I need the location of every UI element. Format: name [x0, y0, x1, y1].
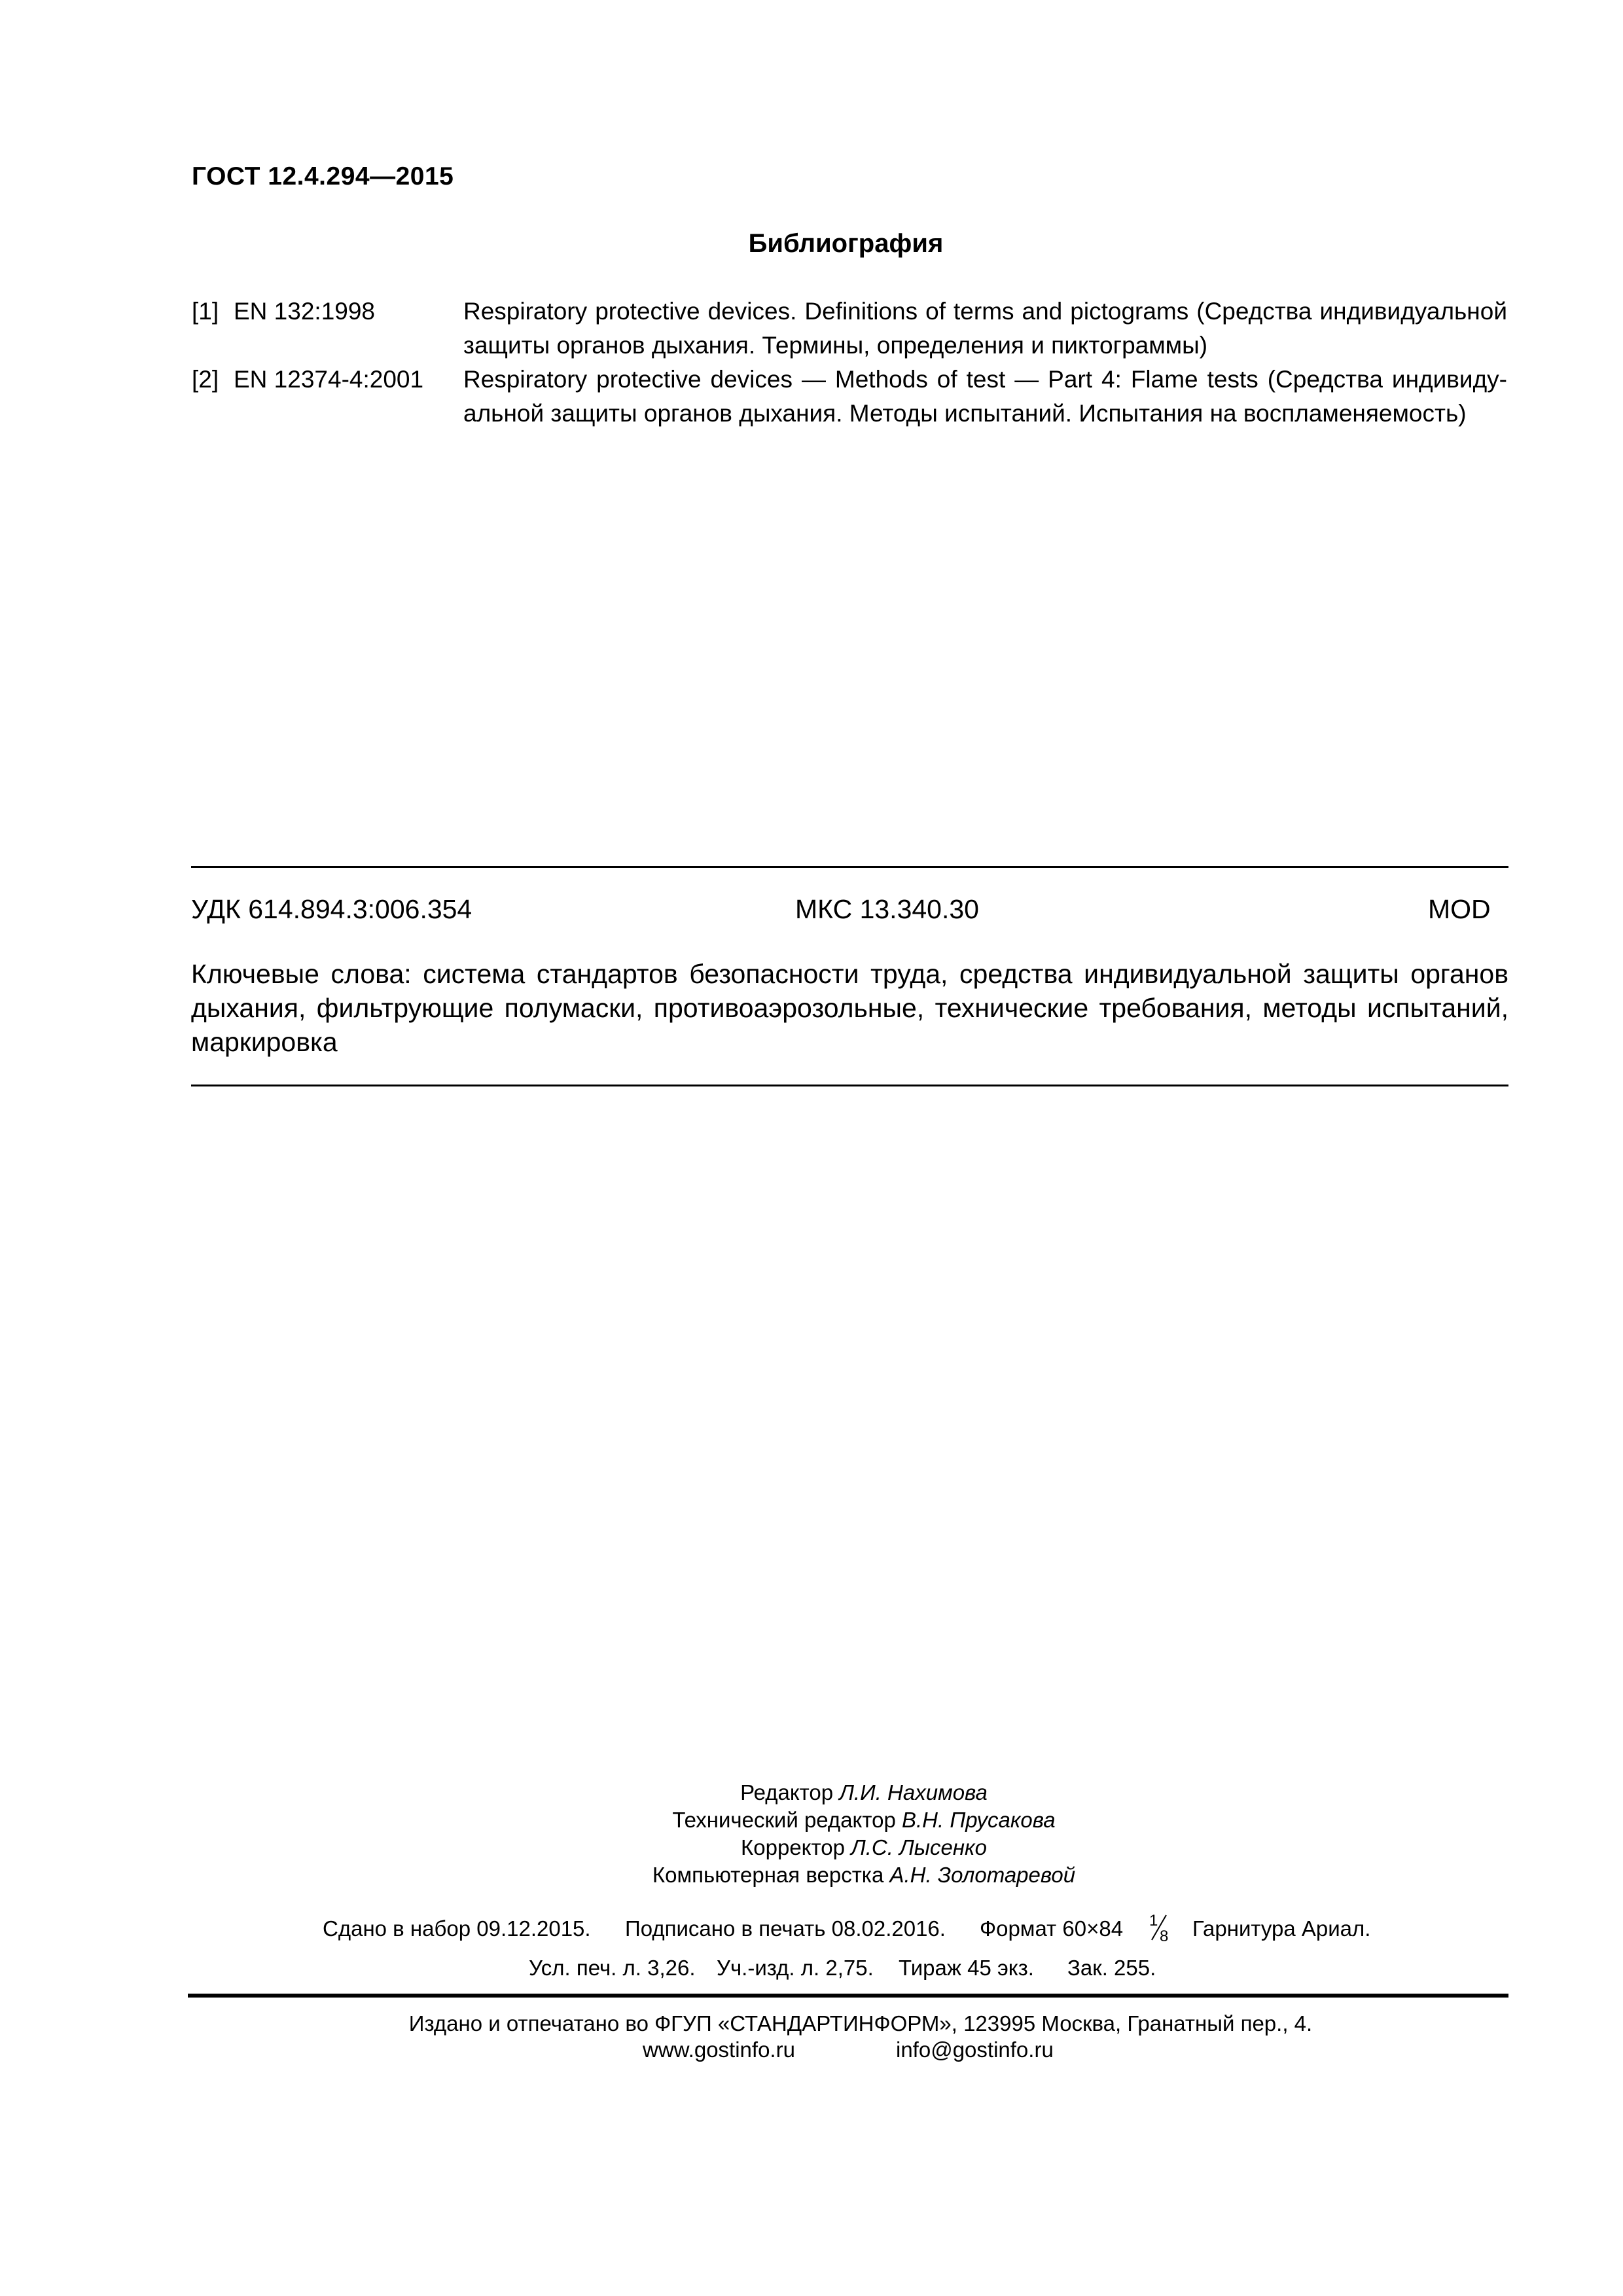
divider-bottom	[188, 1994, 1508, 1998]
credit-layout-label: Компьютерная верстка	[652, 1863, 884, 1887]
publisher-website: www.gostinfo.ru	[643, 2037, 795, 2062]
signed-date: Подписано в печать 08.02.2016.	[625, 1916, 946, 1941]
credit-editor-name: Л.И. Нахимова	[839, 1780, 988, 1804]
print-run: Тираж 45 экз.	[899, 1956, 1034, 1980]
order-number: Зак. 255.	[1067, 1956, 1156, 1980]
divider-middle	[191, 1085, 1508, 1086]
publisher-line: Издано и отпечатано во ФГУП «СТАНДАРТИНФОРМ», 123995 Москва, Гранатный пер., 4.	[408, 2011, 1313, 2036]
bibliography-title: Библиография	[748, 229, 944, 258]
credit-editor-label: Редактор	[740, 1780, 834, 1804]
reference-1-code: EN 132:1998	[234, 298, 376, 325]
credit-corrector-label: Корректор	[741, 1835, 845, 1859]
credit-corrector-name: Л.С. Лысенко	[851, 1835, 987, 1859]
reference-1-description: Respiratory protective devices. Definitions of terms and pictograms (Средства индивидуальной защиты органов дыхания. Термины, определения и пиктограммы)	[463, 298, 1507, 359]
document-code: ГОСТ 12.4.294—2015	[192, 162, 454, 190]
credit-layout-name: А.Н. Золотаревой	[889, 1863, 1076, 1887]
credit-editor	[0, 1779, 1623, 1806]
typeface: Гарнитура Ариал.	[1192, 1916, 1371, 1941]
mks-code: МКС 13.340.30	[795, 894, 979, 924]
reference-1-number: [1]	[192, 298, 219, 325]
reference-2-number: [2]	[192, 366, 219, 393]
publishing-sheets: Уч.-изд. л. 2,75.	[717, 1956, 874, 1980]
credit-layout	[0, 1861, 1623, 1889]
format-fraction-denominator: 8	[1160, 1928, 1169, 1944]
credit-tech-editor-label: Технический редактор	[672, 1808, 896, 1832]
keywords-text: Ключевые слова: система стандартов безопасности труда, средства индивидуальной защиты органов дыхания, фильтрующие полумаски, противоаэрозольные, технические требования, методы испытаний, маркировка	[191, 959, 1508, 1057]
credit-corrector	[0, 1834, 1623, 1861]
publisher-email: info@gostinfo.ru	[896, 2037, 1054, 2062]
reference-2-code: EN 12374-4:2001	[234, 366, 424, 393]
submitted-date: Сдано в набор 09.12.2015.	[323, 1916, 591, 1941]
reference-2-description: Respiratory protective devices — Methods of test — Part 4: Flame tests (Средства индивиду-альной защиты органов дыхания. Методы испытаний. Испытания на воспламеняемость)	[463, 366, 1507, 427]
print-sheets: Усл. печ. л. 3,26.	[529, 1956, 696, 1980]
format-fraction-numerator: 1	[1149, 1912, 1158, 1929]
credit-tech-editor	[0, 1806, 1623, 1834]
format-fraction	[1147, 1911, 1173, 1944]
paper-format: Формат 60×84	[980, 1916, 1124, 1941]
udk-code: УДК 614.894.3:006.354	[191, 894, 473, 924]
credit-tech-editor-name: В.Н. Прусакова	[901, 1808, 1056, 1832]
divider-top	[191, 866, 1508, 868]
mod-label: MOD	[1428, 894, 1491, 924]
